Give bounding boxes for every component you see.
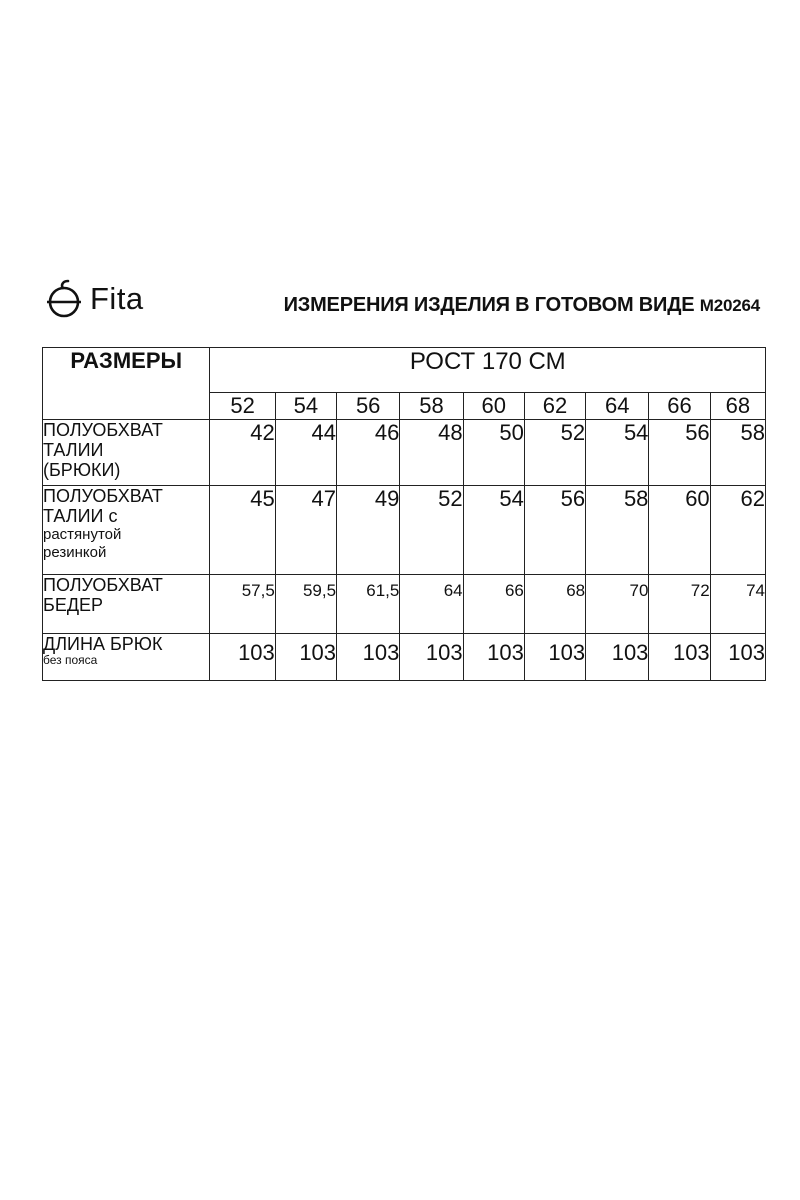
value-cell: 48 <box>400 420 463 486</box>
value-cell: 103 <box>210 634 275 681</box>
value-cell: 66 <box>463 575 524 634</box>
row-label: ПОЛУОБХВАТ ТАЛИИ (БРЮКИ) <box>43 420 210 486</box>
value-cell: 70 <box>586 575 649 634</box>
table-row-waist <box>43 420 766 486</box>
row-label: ДЛИНА БРЮК без пояса <box>43 634 210 681</box>
value-cell: 44 <box>275 420 336 486</box>
value-cell: 56 <box>524 486 585 575</box>
fita-logo-icon <box>44 278 84 320</box>
size-cell: 66 <box>649 393 710 420</box>
value-cell: 46 <box>337 420 400 486</box>
page-header <box>44 272 760 332</box>
value-cell: 59,5 <box>275 575 336 634</box>
value-cell: 103 <box>463 634 524 681</box>
table-row-hips <box>43 575 766 634</box>
value-cell: 103 <box>400 634 463 681</box>
value-cell: 68 <box>524 575 585 634</box>
value-cell: 103 <box>524 634 585 681</box>
value-cell: 58 <box>710 420 765 486</box>
brand-name: Fita <box>90 281 144 316</box>
value-cell: 58 <box>586 486 649 575</box>
size-cell: 52 <box>210 393 275 420</box>
value-cell: 103 <box>337 634 400 681</box>
size-cell: 58 <box>400 393 463 420</box>
value-cell: 52 <box>400 486 463 575</box>
size-cell: 54 <box>275 393 336 420</box>
value-cell: 60 <box>649 486 710 575</box>
value-cell: 103 <box>649 634 710 681</box>
title-main: ИЗМЕРЕНИЯ ИЗДЕЛИЯ В ГОТОВОМ ВИДЕ <box>283 294 695 316</box>
sizes-header-cell: РАЗМЕРЫ <box>43 348 210 420</box>
value-cell: 50 <box>463 420 524 486</box>
value-cell: 54 <box>463 486 524 575</box>
value-cell: 47 <box>275 486 336 575</box>
table-row-length <box>43 634 766 681</box>
page-title <box>284 294 760 317</box>
value-cell: 74 <box>710 575 765 634</box>
value-cell: 54 <box>586 420 649 486</box>
value-cell: 72 <box>649 575 710 634</box>
row-label: ПОЛУОБХВАТ ТАЛИИ с растянутой резинкой <box>43 486 210 575</box>
value-cell: 62 <box>710 486 765 575</box>
size-cell: 64 <box>586 393 649 420</box>
value-cell: 64 <box>400 575 463 634</box>
value-cell: 52 <box>524 420 585 486</box>
value-cell: 57,5 <box>210 575 275 634</box>
table-row-waist-stretched <box>43 486 766 575</box>
value-cell: 49 <box>337 486 400 575</box>
size-cell: 62 <box>524 393 585 420</box>
value-cell: 103 <box>586 634 649 681</box>
value-cell: 42 <box>210 420 275 486</box>
size-cell: 68 <box>710 393 765 420</box>
value-cell: 56 <box>649 420 710 486</box>
value-cell: 45 <box>210 486 275 575</box>
brand-logo <box>44 278 144 320</box>
table-header-row <box>43 348 766 393</box>
size-cell: 60 <box>463 393 524 420</box>
size-cell: 56 <box>337 393 400 420</box>
value-cell: 103 <box>710 634 765 681</box>
size-table <box>42 347 766 681</box>
row-label: ПОЛУОБХВАТ БЕДЕР <box>43 575 210 634</box>
height-header-cell: РОСТ 170 СМ <box>210 348 766 393</box>
value-cell: 61,5 <box>337 575 400 634</box>
value-cell: 103 <box>275 634 336 681</box>
product-code: М20264 <box>699 296 760 315</box>
